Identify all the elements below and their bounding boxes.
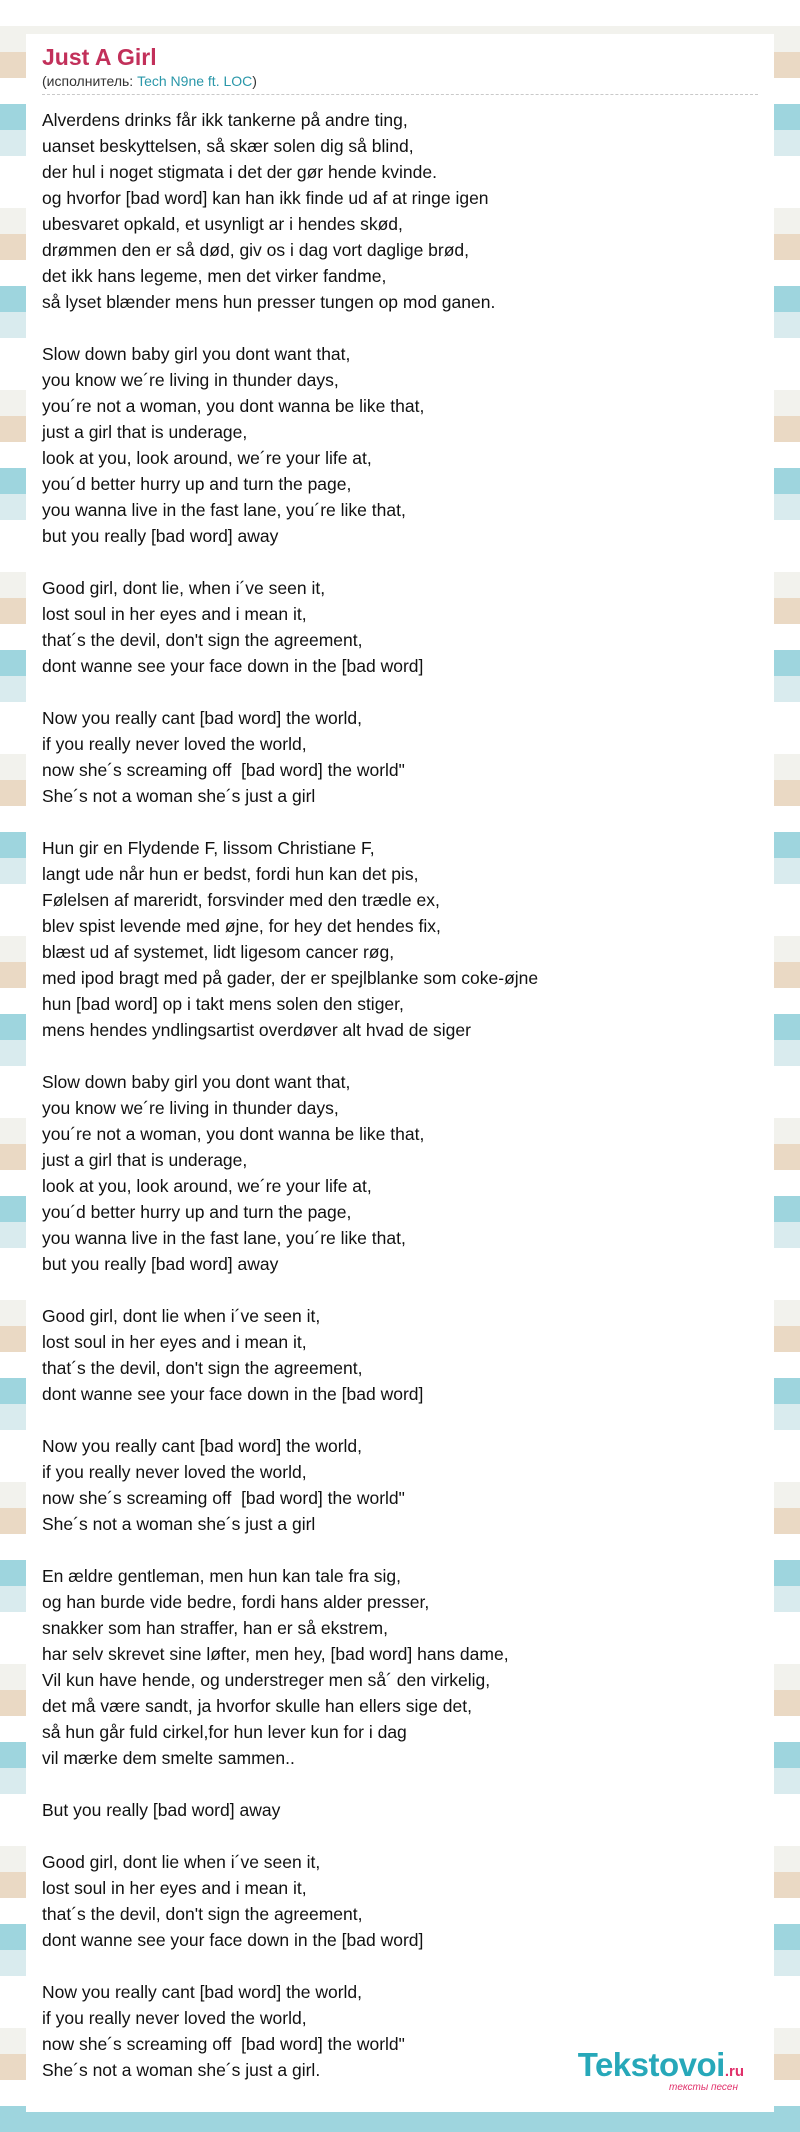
lyric-line: But you really [bad word] away [42,1800,281,1820]
song-title: Just A Girl [42,44,157,70]
lyric-line: lost soul in her eyes and i mean it, [42,1332,307,1352]
logo-tagline: тексты песен [669,2082,738,2093]
lyric-line: She´s not a woman she´s just a girl. [42,2060,321,2080]
lyric-line: just a girl that is underage, [42,1150,248,1170]
lyric-line: but you really [bad word] away [42,526,279,546]
lyric-line: Now you really cant [bad word] the world, [42,1982,363,2002]
lyric-line: Følelsen af mareridt, forsvinder med den trædle ex, [42,890,440,910]
lyric-line: Good girl, dont lie when i´ve seen it, [42,1852,321,1872]
stanza-break [42,549,758,575]
lyric-line: Now you really cant [bad word] the world, [42,1436,363,1456]
lyric-line: now she´s screaming off [bad word] the world" [42,760,405,780]
lyric-line: you´d better hurry up and turn the page, [42,474,352,494]
lyric-line: blev spist levende med øjne, for hey det hendes fix, [42,916,441,936]
lyric-line: blæst ud af systemet, lidt ligesom cancer røg, [42,942,395,962]
lyric-line: you know we´re living in thunder days, [42,1098,339,1118]
lyric-line: drømmen den er så død, giv os i dag vort daglige brød, [42,240,470,260]
lyric-line: dont wanne see your face down in the [bad word] [42,656,424,676]
lyric-line: ubesvaret opkald, et usynligt ar i hendes skød, [42,214,403,234]
logo-main-text: Tekstovoi [577,2046,725,2083]
performer-line [42,72,758,95]
lyric-line: She´s not a woman she´s just a girl [42,786,316,806]
lyric-line: that´s the devil, don't sign the agreement, [42,630,363,650]
lyric-line: look at you, look around, we´re your life at, [42,448,372,468]
stanza-break [42,1407,758,1433]
lyric-line: you´re not a woman, you dont wanna be like that, [42,396,425,416]
lyric-line: lost soul in her eyes and i mean it, [42,604,307,624]
lyric-line: Alverdens drinks får ikk tankerne på andre ting, [42,110,408,130]
site-logo[interactable] [578,2048,744,2094]
lyric-line: now she´s screaming off [bad word] the world" [42,1488,405,1508]
lyrics-body [42,107,758,2083]
performer-prefix: (исполнитель: [42,73,138,89]
lyric-line: har selv skrevet sine løfter, men hey, [bad word] hans dame, [42,1644,509,1664]
lyric-line: just a girl that is underage, [42,422,248,442]
stanza-break [42,1277,758,1303]
lyric-line: if you really never loved the world, [42,1462,307,1482]
lyric-line: Hun gir en Flydende F, lissom Christiane F, [42,838,375,858]
lyric-line: En ældre gentleman, men hun kan tale fra sig, [42,1566,401,1586]
lyric-line: if you really never loved the world, [42,2008,307,2028]
lyric-line: lost soul in her eyes and i mean it, [42,1878,307,1898]
lyric-line: snakker som han straffer, han er så ekstrem, [42,1618,388,1638]
lyric-line: mens hendes yndlingsartist overdøver alt hvad de siger [42,1020,471,1040]
lyric-line: Vil kun have hende, og understreger men så´ den virkelig, [42,1670,491,1690]
lyric-line: og han burde vide bedre, fordi hans alder presser, [42,1592,430,1612]
lyric-line: but you really [bad word] away [42,1254,279,1274]
lyric-line: langt ude når hun er bedst, fordi hun kan det pis, [42,864,419,884]
lyric-line: hun [bad word] op i takt mens solen den stiger, [42,994,404,1014]
lyric-line: Good girl, dont lie, when i´ve seen it, [42,578,326,598]
stanza-break [42,1953,758,1979]
lyric-line: now she´s screaming off [bad word] the world" [42,2034,405,2054]
stanza-break [42,1043,758,1069]
lyric-line: you wanna live in the fast lane, you´re like that, [42,500,406,520]
lyric-line: dont wanne see your face down in the [bad word] [42,1384,424,1404]
lyric-line: Slow down baby girl you dont want that, [42,344,351,364]
stanza-break [42,315,758,341]
lyric-line: you know we´re living in thunder days, [42,370,339,390]
lyric-line: vil mærke dem smelte sammen.. [42,1748,295,1768]
lyrics-card [26,34,774,2112]
stanza-break [42,809,758,835]
performer-suffix: ) [252,73,257,89]
lyric-line: you´re not a woman, you dont wanna be like that, [42,1124,425,1144]
stanza-break [42,679,758,705]
logo-tld-text: .ru [724,2063,744,2080]
lyric-line: det må være sandt, ja hvorfor skulle han ellers sige det, [42,1696,472,1716]
lyric-line: that´s the devil, don't sign the agreement, [42,1358,363,1378]
lyric-line: Now you really cant [bad word] the world, [42,708,363,728]
lyric-line: you´d better hurry up and turn the page, [42,1202,352,1222]
lyric-line: that´s the devil, don't sign the agreement, [42,1904,363,1924]
lyric-line: Good girl, dont lie when i´ve seen it, [42,1306,321,1326]
lyric-line: med ipod bragt med på gader, der er spejlblanke som coke-øjne [42,968,539,988]
lyric-line: så lyset blænder mens hun presser tungen op mod ganen. [42,292,496,312]
stanza-break [42,1823,758,1849]
lyric-line: der hul i noget stigmata i det der gør hende kvinde. [42,162,437,182]
stanza-break [42,1771,758,1797]
lyric-line: det ikk hans legeme, men det virker fandme, [42,266,387,286]
stanza-break [42,1537,758,1563]
performer-link[interactable]: Tech N9ne ft. LOC [137,73,253,89]
lyric-line: look at you, look around, we´re your life at, [42,1176,372,1196]
logo-wordmark [578,2048,744,2082]
lyric-line: She´s not a woman she´s just a girl [42,1514,316,1534]
lyric-line: you wanna live in the fast lane, you´re like that, [42,1228,406,1248]
lyric-line: if you really never loved the world, [42,734,307,754]
lyric-line: dont wanne see your face down in the [bad word] [42,1930,424,1950]
lyric-line: Slow down baby girl you dont want that, [42,1072,351,1092]
lyric-line: og hvorfor [bad word] kan han ikk finde ud af at ringe igen [42,188,489,208]
lyric-line: så hun går fuld cirkel,for hun lever kun for i dag [42,1722,407,1742]
lyric-line: uanset beskyttelsen, så skær solen dig så blind, [42,136,414,156]
